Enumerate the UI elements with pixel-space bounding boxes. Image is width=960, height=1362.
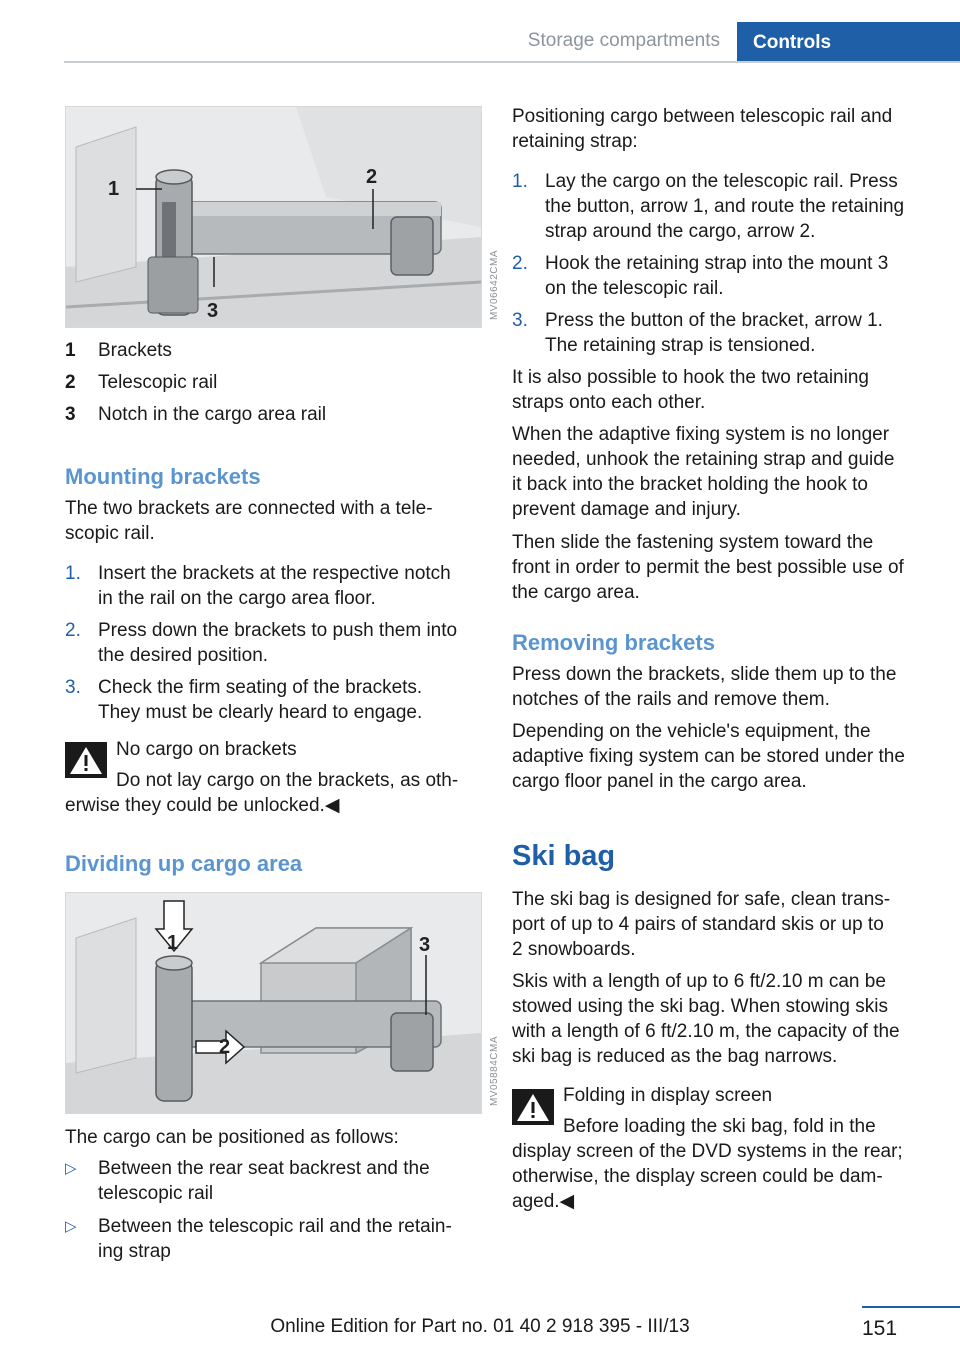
step-text (98, 618, 483, 668)
step-line: the desired position. (98, 645, 269, 666)
paragraph-line: the cargo area. (512, 582, 640, 603)
paragraph-line: straps onto each other. (512, 392, 706, 413)
step-line: Lay the cargo on the telescopic rail. Press (545, 171, 898, 192)
step-line: Check the firm seating of the brackets. (98, 677, 423, 698)
warning-icon (65, 742, 107, 778)
paragraph-line: front in order to permit the best possible use of (512, 557, 904, 578)
paragraph-line: prevent damage and injury. (512, 499, 741, 520)
paragraph-line: port of up to 4 pairs of standard skis or up to (512, 914, 884, 935)
warning-title: No cargo on brackets (116, 739, 297, 760)
section-heading: Mounting brackets (65, 464, 261, 489)
step-item (65, 675, 485, 725)
step-line: Insert the brackets at the respective notch (98, 563, 451, 584)
edition-text: Online Edition for Part no. 01 40 2 918 395 - III/13 (270, 1316, 690, 1337)
paragraph-line: notches of the rails and remove them. (512, 689, 830, 710)
paragraph-line: It is also possible to hook the two retaining (512, 367, 869, 388)
figure-code: MV06642CMA (489, 250, 500, 321)
bullet-line: Between the telescopic rail and the retain‐ (98, 1216, 452, 1237)
step-item (512, 251, 932, 301)
paragraph-line: Skis with a length of up to 6 ft/2.10 m can be (512, 971, 886, 992)
paragraph-line: with a length of 6 ft/2.10 m, the capacity of the (512, 1021, 900, 1042)
paragraph-line: adaptive fixing system can be stored under the (512, 746, 905, 767)
step-text (98, 561, 483, 611)
step-line: They must be clearly heard to engage. (98, 702, 423, 723)
triangle-bullet-icon: ▷ (65, 1218, 77, 1235)
step-text (545, 169, 930, 244)
legend-item (65, 370, 480, 395)
warning-line: otherwise, the display screen could be dam‐ (512, 1166, 883, 1187)
step-item (65, 618, 485, 668)
warning-title: Folding in display screen (563, 1085, 773, 1106)
warning-line: erwise they could be unlocked.◀ (65, 795, 340, 816)
paragraph-line: The two brackets are connected with a tele‐ (65, 498, 433, 519)
step-number: 1. (512, 171, 528, 192)
legend-text: Telescopic rail (98, 372, 218, 393)
bullet-text (98, 1214, 483, 1264)
legend-text: Brackets (98, 340, 172, 361)
paragraph-line: The ski bag is designed for safe, clean trans‐ (512, 889, 891, 910)
paragraph-line: retaining strap: (512, 131, 638, 152)
section-heading: Removing brackets (512, 630, 715, 655)
step-item (65, 561, 485, 611)
warning-line: Before loading the ski bag, fold in the (563, 1116, 876, 1137)
step-text (98, 675, 483, 725)
step-line: the button, arrow 1, and route the retaining (545, 196, 905, 217)
figure-brackets (65, 106, 482, 328)
paragraph-line: 2 snowboards. (512, 939, 636, 960)
legend-text: Notch in the cargo area rail (98, 404, 327, 425)
figure-dividing-cargo (65, 892, 482, 1114)
paragraph-line: Press down the brackets, slide them up to the (512, 664, 897, 685)
step-line: Press the button of the bracket, arrow 1. (545, 310, 883, 331)
step-line: The retaining strap is tensioned. (545, 335, 816, 356)
page-number: 151 (862, 1317, 898, 1340)
bullet-text (98, 1156, 483, 1206)
step-item (512, 169, 932, 244)
warning-line: Do not lay cargo on the brackets, as oth‐ (116, 770, 459, 791)
paragraph-line: When the adaptive fixing system is no longer (512, 424, 890, 445)
step-line: on the telescopic rail. (545, 278, 724, 299)
legend-item (65, 338, 480, 363)
bullet-item (65, 1214, 485, 1264)
legend-number: 1 (65, 340, 76, 361)
step-item (512, 308, 932, 358)
paragraph-line: The cargo can be positioned as follows: (65, 1127, 399, 1148)
header-rule (64, 61, 960, 63)
paragraph-line: stowed using the ski bag. When stowing skis (512, 996, 888, 1017)
legend-number: 3 (65, 404, 76, 425)
legend-number: 2 (65, 372, 76, 393)
step-number: 2. (512, 253, 528, 274)
warning-line: aged.◀ (512, 1191, 575, 1212)
callout-1: 1 (108, 178, 120, 200)
step-line: in the rail on the cargo area floor. (98, 588, 376, 609)
step-number: 2. (65, 620, 81, 641)
header-chapter-tab: Controls (737, 22, 960, 63)
step-line: Press down the brackets to push them into (98, 620, 458, 641)
warning-line: display screen of the DVD systems in the rear; (512, 1141, 903, 1162)
dividing-illustration (66, 893, 481, 1113)
step-number: 3. (65, 677, 81, 698)
header-section-title: Storage compartments (527, 30, 720, 51)
callout-3: 3 (207, 300, 219, 322)
brackets-illustration (66, 107, 481, 327)
legend-item (65, 402, 480, 427)
step-line: strap around the cargo, arrow 2. (545, 221, 816, 242)
step-text (545, 251, 930, 301)
figure-code: MV05884CMA (489, 1036, 500, 1107)
bullet-item (65, 1156, 485, 1206)
paragraph-line: cargo floor panel in the cargo area. (512, 771, 807, 792)
bullet-line: telescopic rail (98, 1183, 214, 1204)
paragraph-line: scopic rail. (65, 523, 155, 544)
paragraph-line: needed, unhook the retaining strap and guide (512, 449, 895, 470)
chapter-heading: Ski bag (512, 840, 616, 872)
paragraph-line: Positioning cargo between telescopic rail and (512, 106, 893, 127)
callout-2: 2 (219, 1036, 231, 1058)
step-line: Hook the retaining strap into the mount 3 (545, 253, 889, 274)
callout-3: 3 (419, 934, 431, 956)
bullet-line: ing strap (98, 1241, 171, 1262)
callout-2: 2 (366, 166, 378, 188)
section-heading: Dividing up cargo area (65, 851, 303, 876)
paragraph-line: ski bag is reduced as the bag narrows. (512, 1046, 838, 1067)
step-number: 3. (512, 310, 528, 331)
paragraph-line: it back into the bracket holding the hook to (512, 474, 868, 495)
footer-rule (862, 1306, 960, 1308)
warning-icon (512, 1089, 554, 1125)
paragraph-line: Depending on the vehicle's equipment, the (512, 721, 871, 742)
bullet-line: Between the rear seat backrest and the (98, 1158, 430, 1179)
paragraph-line: Then slide the fastening system toward the (512, 532, 874, 553)
step-number: 1. (65, 563, 81, 584)
callout-1: 1 (167, 932, 179, 954)
step-text (545, 308, 930, 358)
triangle-bullet-icon: ▷ (65, 1160, 77, 1177)
